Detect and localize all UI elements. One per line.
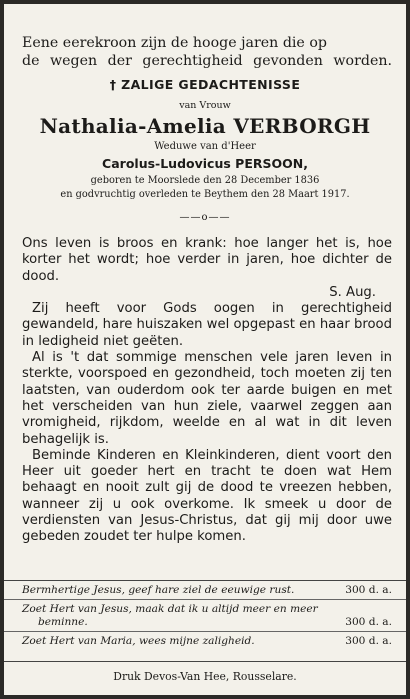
prayer-text: Zoet Hert van Maria, wees mijne zaligheid. bbox=[22, 635, 255, 647]
van-vrouw-label: van Vrouw bbox=[179, 100, 231, 111]
prayer-item bbox=[4, 631, 406, 648]
prayer-indulgence: 300 d. a. bbox=[345, 584, 392, 596]
prayers-section bbox=[4, 580, 406, 648]
ornament-divider: ——o—— bbox=[179, 212, 231, 223]
memorial-text bbox=[22, 236, 392, 546]
augustine-signature-row bbox=[22, 285, 392, 301]
prayer-indulgence: 300 d. a. bbox=[345, 635, 392, 647]
augustine-signature: S. Aug. bbox=[329, 284, 376, 300]
husband-name: Carolus-Ludovicus PERSOON, bbox=[102, 156, 308, 171]
memorial-card bbox=[4, 4, 406, 695]
printer-credit: Druk Devos-Van Hee, Rousselare. bbox=[4, 661, 406, 683]
widow-label: Weduwe van d'Heer bbox=[154, 141, 256, 152]
paragraph-gerechtigheid: Zij heeft voor Gods oogen in gerechtigheid gewandeld, hare huiszaken wel opgepast en haar brood in ledigheid niet geëten. bbox=[22, 301, 392, 349]
prayer-indulgence: 300 d. a. bbox=[345, 616, 392, 628]
intro-line-2: de wegen der gerechtigheid gevonden worden. bbox=[22, 53, 392, 69]
deceased-name: Nathalia-Amelia VERBORGH bbox=[39, 114, 371, 138]
paragraph-augustine-text: Ons leven is broos en krank: hoe langer het is, hoe korter het wordt; hoe verder in jaren, hoe dichter de dood. bbox=[22, 236, 392, 284]
prayer-text: Zoet Hert van Jesus, maak dat ik u altijd meer en meer bbox=[22, 603, 318, 615]
prayer-item bbox=[4, 599, 406, 629]
prayer-text: Bermhertige Jesus, geef hare ziel de eeuwige rust. bbox=[22, 584, 295, 596]
prayer-item bbox=[4, 584, 406, 597]
intro-line-1: Eene eerekroon zijn de hooge jaren die op bbox=[22, 35, 327, 51]
intro-quote bbox=[22, 34, 392, 70]
death-line: en godvruchtig overleden te Beythem den 28 Maart 1917. bbox=[60, 189, 350, 200]
paragraph-augustine bbox=[22, 236, 392, 285]
prayer-text-continued: beminne. bbox=[38, 616, 88, 628]
birth-line: geboren te Moorslede den 28 December 1836 bbox=[90, 175, 320, 186]
paragraph-menschen: Al is 't dat sommige menschen vele jaren leven in sterkte, voorspoed en gezondheid, toch moeten zij ten laatsten, van ouderdom ook ter aarde buigen en met het verscheiden van hun ziele, vaarwel zeggen aan vromigheid, rijkdom, weelde en al wat in dit leven behagelijk is. bbox=[22, 350, 392, 447]
paragraph-kinderen: Beminde Kinderen en Kleinkinderen, dient voort den Heer uit goeder hert en tracht te doen wat Hem behaagt en nooit zult gij de dood te vreezen hebben, wanneer zij u ook overkome. Ik smeek u door de verdiensten van Jesus-Christus, dat gij mij door uwe gebeden zoudet ter hulpe komen. bbox=[22, 447, 392, 545]
zalige-heading: † ZALIGE GEDACHTENISSE bbox=[109, 77, 301, 92]
